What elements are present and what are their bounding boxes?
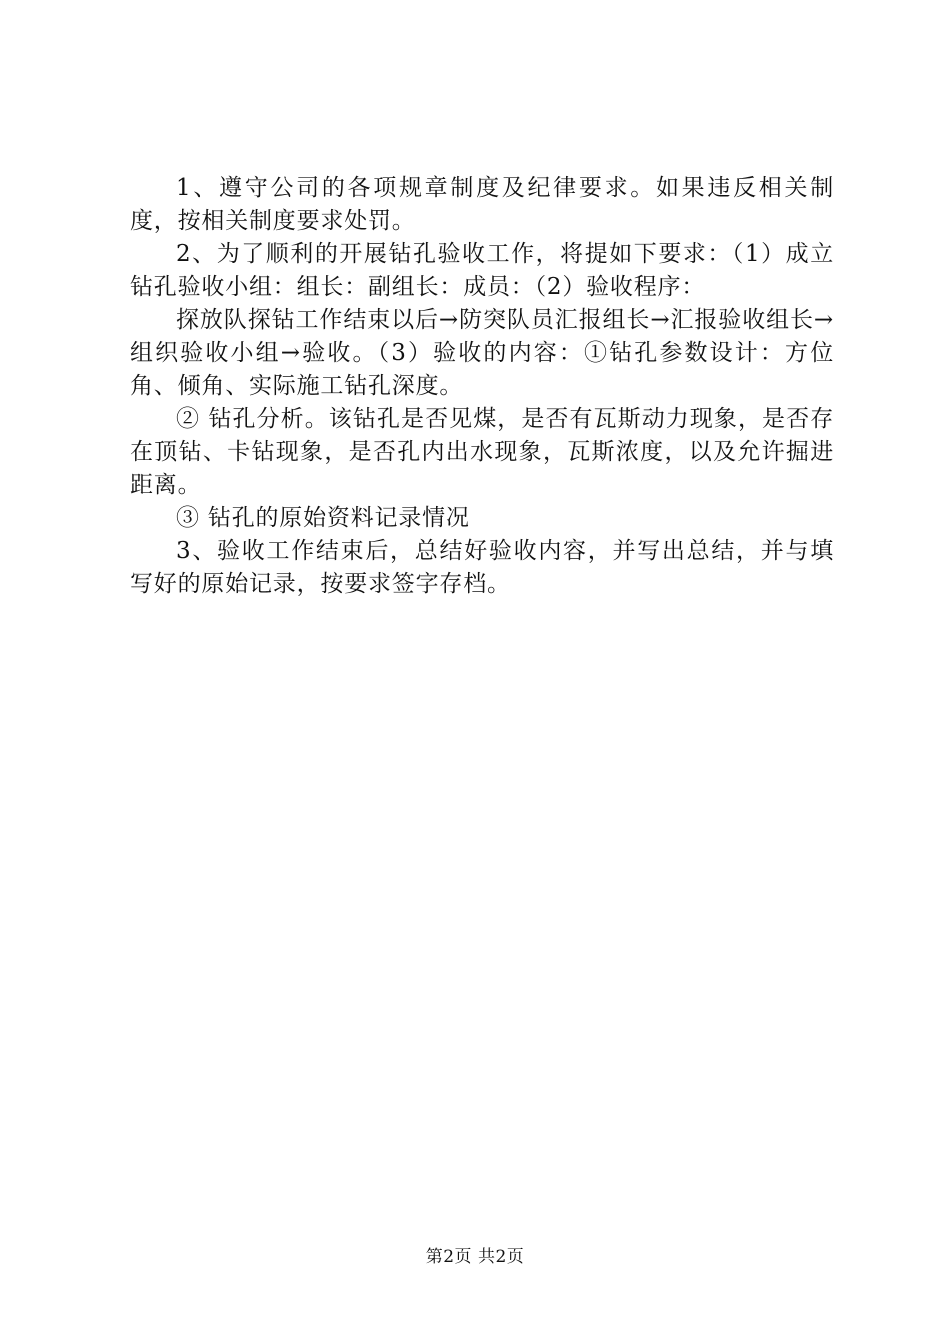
document-body [130,172,834,601]
paragraph-summary: 3、验收工作结束后，总结好验收内容，并写出总结，并与填写好的原始记录，按要求签字存档。 [130,538,834,597]
paragraph-analysis: ② 钻孔分析。该钻孔是否见煤，是否有瓦斯动力现象，是否存在顶钻、卡钻现象，是否孔内出水现象，瓦斯浓度，以及允许掘进距离。 [130,406,834,498]
paragraph-rules: 1、遵守公司的各项规章制度及纪律要求。如果违反相关制度，按相关制度要求处罚。 [130,175,834,234]
page-number-footer: 第2页 共2页 [425,1247,525,1267]
paragraph-records: ③ 钻孔的原始资料记录情况 [176,505,470,531]
paragraph-procedure: 探放队探钻工作结束以后→防突队员汇报组长→汇报验收组长→组织验收小组→验收。（3）验收的内容：①钻孔参数设计：方位角、倾角、实际施工钻孔深度。 [130,307,834,399]
paragraph-requirements: 2、为了顺利的开展钻孔验收工作，将提如下要求：（1）成立钻孔验收小组：组长：副组长：成员：（2）验收程序： [130,241,834,300]
